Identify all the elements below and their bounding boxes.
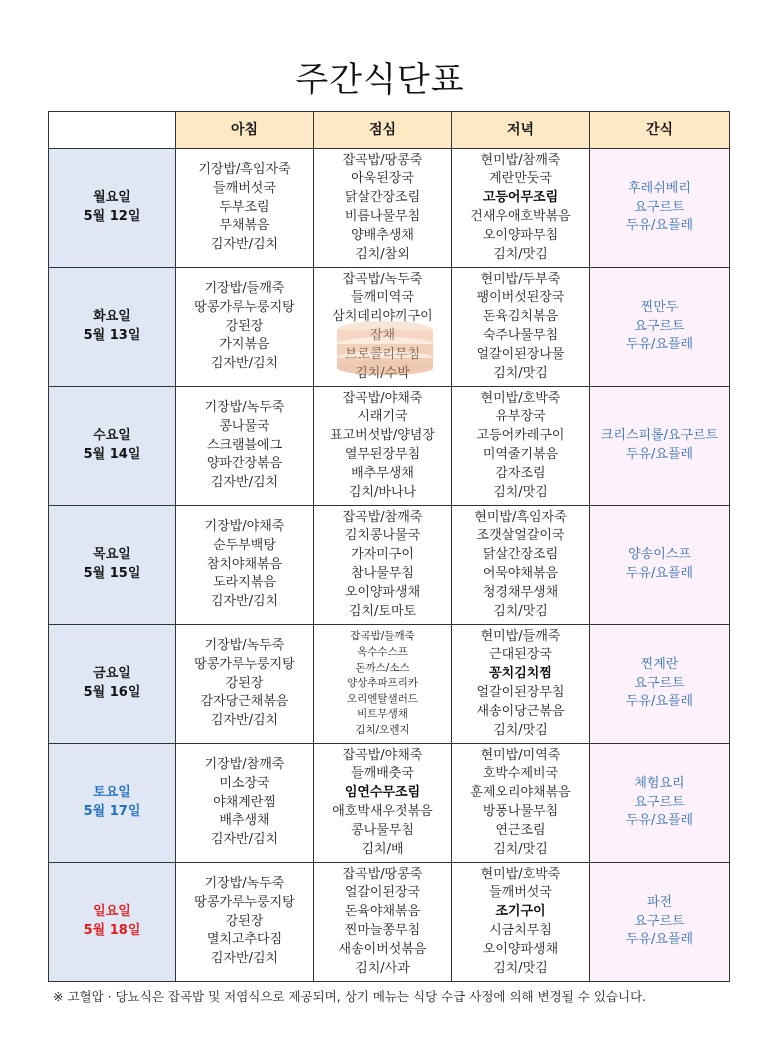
menu-item: 잡곡밥/야채죽 <box>342 747 423 763</box>
snack-item: 두유/요플레 <box>625 566 694 581</box>
menu-item: 현미밥/호박죽 <box>480 390 561 406</box>
menu-item: 돈육야채볶음 <box>344 904 421 920</box>
menu-item: 들깨배춧국 <box>351 766 414 782</box>
menu-item: 숙주나물무침 <box>482 328 559 343</box>
breakfast-cell <box>176 149 314 268</box>
menu-item: 청경채무생채 <box>482 584 559 600</box>
menu-item: 현미밥/호박죽 <box>480 866 561 882</box>
day-name: 월요일 <box>93 190 131 206</box>
menu-item: 감자조림 <box>495 465 546 481</box>
day-cell <box>49 387 176 506</box>
snack-item: 요구르트 <box>634 675 685 691</box>
dinner-cell <box>452 863 590 982</box>
menu-item: 도라지볶음 <box>213 575 276 591</box>
menu-item: 팽이버섯된장국 <box>476 290 565 306</box>
day-row <box>49 625 730 744</box>
menu-item: 고등어카레구이 <box>476 428 565 444</box>
day-cell <box>49 863 176 982</box>
day-cell <box>49 625 176 744</box>
menu-item: 김치/맛김 <box>493 246 548 262</box>
day-date: 5월 16일 <box>83 685 141 700</box>
day-name: 일요일 <box>93 904 131 920</box>
day-name: 목요일 <box>93 547 131 563</box>
menu-item: 기장밥/야채죽 <box>204 519 285 534</box>
menu-item: 감자당근채볶음 <box>200 694 289 710</box>
menu-item: 강된장 <box>225 675 264 691</box>
menu-item: 잡곡밥/녹두죽 <box>342 271 423 287</box>
day-row <box>49 863 730 982</box>
day-cell <box>49 268 176 387</box>
menu-item: 아욱된장국 <box>351 171 414 187</box>
day-name: 토요일 <box>93 785 131 801</box>
menu-item: 콩나물무침 <box>351 822 414 838</box>
menu-item: 김치/맛김 <box>493 365 548 381</box>
menu-item: 잡곡밥/땅콩죽 <box>342 866 423 882</box>
menu-item: 현미밥/참깨죽 <box>480 152 561 168</box>
menu-item: 김자반/김치 <box>210 356 279 372</box>
menu-item: 김치/맛김 <box>493 841 548 857</box>
dinner-cell <box>452 744 590 863</box>
menu-item: 잡곡밥/땅콩죽 <box>342 152 423 168</box>
menu-item: 강된장 <box>225 318 264 334</box>
menu-item: 오이양파생채 <box>344 584 421 600</box>
lunch-cell <box>314 506 452 625</box>
lunch-cell <box>314 625 452 744</box>
snack-item: 요구르트 <box>634 913 685 929</box>
menu-item: 조갯살얼갈이국 <box>476 528 565 544</box>
day-row <box>49 744 730 863</box>
menu-item: 김치/배 <box>361 841 404 857</box>
header-breakfast: 아침 <box>176 112 314 149</box>
snack-item: 파전 <box>646 894 673 910</box>
weekly-menu-table <box>48 111 730 982</box>
dinner-cell <box>452 387 590 506</box>
menu-item: 현미밥/들깨죽 <box>480 628 561 644</box>
lunch-cell <box>314 863 452 982</box>
day-row <box>49 149 730 268</box>
menu-item: 미소장국 <box>219 775 270 791</box>
menu-item: 참치야채볶음 <box>206 556 283 572</box>
menu-item: 잡곡밥/참깨죽 <box>342 509 423 525</box>
lunch-cell <box>314 744 452 863</box>
menu-item: 닭살간장조림 <box>344 190 421 206</box>
menu-item: 기장밥/녹두죽 <box>204 638 285 653</box>
menu-item: 오이양파생채 <box>482 941 559 957</box>
menu-item: 기장밥/흑임자죽 <box>198 162 291 177</box>
menu-item: 양상추파프리카 <box>346 677 418 690</box>
menu-item: 기장밥/들깨죽 <box>204 281 285 296</box>
menu-item: 방풍나물무침 <box>482 804 559 819</box>
snack-cell <box>590 149 730 268</box>
day-date: 5월 14일 <box>83 447 141 462</box>
dinner-cell <box>452 625 590 744</box>
menu-item: 새송이당근볶음 <box>476 703 565 719</box>
menu-item: 돈육김치볶음 <box>482 309 559 325</box>
menu-item: 현미밥/두부죽 <box>480 271 561 287</box>
menu-item: 김치콩나물국 <box>344 528 421 544</box>
menu-item: 들깨버섯국 <box>489 885 552 901</box>
day-date: 5월 12일 <box>83 209 141 224</box>
menu-item: 김치/오렌지 <box>355 723 410 736</box>
menu-item: 가지볶음 <box>219 337 270 353</box>
snack-item: 찐계란 <box>640 656 679 672</box>
menu-item: 유부장국 <box>495 409 546 425</box>
breakfast-cell <box>176 387 314 506</box>
day-cell <box>49 506 176 625</box>
menu-item: 김치/맛김 <box>493 484 548 500</box>
dinner-cell <box>452 506 590 625</box>
corner-cell <box>49 112 176 149</box>
menu-item: 열무된장무침 <box>344 447 421 462</box>
menu-item: 땅콩가루누룽지탕 <box>194 656 295 672</box>
header-dinner: 저녁 <box>452 112 590 149</box>
menu-item: 옥수수스프 <box>357 646 408 659</box>
menu-item: 새송이버섯볶음 <box>338 941 427 957</box>
snack-cell <box>590 625 730 744</box>
menu-item: 김치/수박 <box>355 365 410 381</box>
snack-item: 두유/요플레 <box>625 932 694 948</box>
menu-item: 얼갈이된장나물 <box>476 346 565 362</box>
menu-item: 브로콜리무침 <box>344 346 421 362</box>
snack-item: 후레쉬베리 <box>628 180 691 196</box>
menu-item: 콩나물국 <box>219 418 270 434</box>
menu-item: 닭살간장조림 <box>482 547 559 563</box>
menu-item: 김자반/김치 <box>210 237 279 253</box>
header-snack: 간식 <box>590 112 730 149</box>
header-row <box>49 112 730 149</box>
snack-cell <box>590 387 730 506</box>
menu-item: 들깨미역국 <box>351 290 414 306</box>
menu-item: 얼갈이된장국 <box>344 885 421 901</box>
day-name: 화요일 <box>93 309 131 325</box>
breakfast-cell <box>176 863 314 982</box>
snack-item: 체험요리 <box>634 775 685 791</box>
menu-item: 순두부백탕 <box>213 537 276 553</box>
menu-item: 표고버섯밥/양념장 <box>330 428 435 444</box>
snack-item: 두유/요플레 <box>625 337 694 353</box>
menu-item: 땅콩가루누룽지탕 <box>194 894 295 910</box>
menu-item: 조기구이 <box>495 904 546 920</box>
day-date: 5월 18일 <box>83 923 141 938</box>
menu-item: 애호박새우젓볶음 <box>332 804 433 819</box>
menu-item: 기장밥/녹두죽 <box>204 400 285 415</box>
menu-item: 삼치데리야끼구이 <box>332 309 433 325</box>
page-title: 주간식단표 <box>295 60 465 100</box>
day-cell <box>49 149 176 268</box>
dinner-cell <box>452 149 590 268</box>
breakfast-cell <box>176 506 314 625</box>
menu-item: 미역줄기볶음 <box>482 447 559 462</box>
menu-item: 찐마늘쫑무침 <box>344 923 421 938</box>
menu-item: 호박수제비국 <box>482 766 559 782</box>
menu-item: 임연수무조림 <box>344 785 421 801</box>
day-date: 5월 17일 <box>83 804 141 819</box>
snack-item: 요구르트 <box>634 794 685 810</box>
menu-item: 김자반/김치 <box>210 832 279 848</box>
menu-item: 김자반/김치 <box>210 594 279 610</box>
menu-item: 잡곡밥/야채죽 <box>342 390 423 406</box>
menu-item: 김치/맛김 <box>493 603 548 619</box>
menu-body <box>49 149 730 982</box>
dinner-cell <box>452 268 590 387</box>
menu-item: 강된장 <box>225 913 264 929</box>
menu-item: 근대된장국 <box>489 647 552 663</box>
lunch-cell <box>314 268 452 387</box>
day-date: 5월 13일 <box>83 328 141 343</box>
menu-item: 잡곡밥/들깨죽 <box>350 630 415 643</box>
breakfast-cell <box>176 625 314 744</box>
day-name: 수요일 <box>93 428 131 444</box>
lunch-cell <box>314 387 452 506</box>
menu-item: 계란만둣국 <box>489 171 552 187</box>
snack-cell <box>590 506 730 625</box>
menu-item: 기장밥/참깨죽 <box>204 757 285 772</box>
menu-item: 두부조림 <box>219 199 270 215</box>
day-row <box>49 268 730 387</box>
menu-item: 김자반/김치 <box>210 475 279 491</box>
day-cell <box>49 744 176 863</box>
menu-item: 어묵야채볶음 <box>482 566 559 581</box>
menu-item: 땅콩가루누룽지탕 <box>194 299 295 315</box>
snack-item: 크리스피롤/요구르트 <box>600 428 719 444</box>
day-row <box>49 506 730 625</box>
menu-item: 무채볶음 <box>219 218 270 234</box>
menu-item: 배추무생채 <box>351 465 414 481</box>
menu-item: 현미밥/미역죽 <box>480 747 561 763</box>
menu-item: 현미밥/흑임자죽 <box>474 509 567 525</box>
menu-item: 얼갈이된장무침 <box>476 685 565 700</box>
footnote: ※ 고혈압 · 당뇨식은 잡곡밥 및 저염식으로 제공되며, 상기 메뉴는 식당 수급 사정에 의해 변경될 수 있습니다. <box>53 989 647 1004</box>
menu-item: 꽁치김치찜 <box>489 666 552 682</box>
menu-item: 비트무생채 <box>357 708 408 721</box>
menu-item: 들깨버섯국 <box>213 180 276 196</box>
snack-item: 찐만두 <box>640 299 679 315</box>
menu-item: 시래기국 <box>357 409 408 425</box>
menu-item: 기장밥/녹두죽 <box>204 876 285 891</box>
menu-item: 김치/맛김 <box>493 722 548 738</box>
snack-item: 두유/요플레 <box>625 447 694 462</box>
menu-item: 비름나물무침 <box>344 209 421 224</box>
menu-item: 김치/바나나 <box>348 484 417 500</box>
day-date: 5월 15일 <box>83 566 141 581</box>
menu-item: 건새우애호박볶음 <box>470 209 571 224</box>
menu-item: 돈까스/소스 <box>355 661 410 674</box>
menu-item: 양배추생채 <box>351 227 414 243</box>
menu-item: 배추생채 <box>219 813 270 829</box>
menu-item: 김치/참외 <box>355 246 410 262</box>
snack-item: 두유/요플레 <box>625 694 694 710</box>
menu-item: 오리엔탈샐러드 <box>346 692 418 705</box>
menu-item: 김자반/김치 <box>210 713 279 729</box>
day-name: 금요일 <box>93 666 131 682</box>
menu-item: 훈제오리야채볶음 <box>470 785 571 801</box>
menu-item: 김치/맛김 <box>493 960 548 976</box>
menu-item: 시금치무침 <box>489 923 552 938</box>
menu-item: 연근조림 <box>495 822 546 838</box>
menu-item: 김치/사과 <box>355 960 410 976</box>
snack-item: 두유/요플레 <box>625 813 694 829</box>
menu-item: 멸치고추다짐 <box>206 932 283 948</box>
breakfast-cell <box>176 268 314 387</box>
menu-item: 가자미구이 <box>351 547 414 563</box>
menu-item: 스크램블에그 <box>206 437 283 453</box>
breakfast-cell <box>176 744 314 863</box>
day-row <box>49 387 730 506</box>
snack-cell <box>590 744 730 863</box>
menu-item: 오이양파무침 <box>482 227 559 243</box>
snack-cell <box>590 863 730 982</box>
menu-item: 고등어무조림 <box>482 190 559 206</box>
menu-item: 잡채 <box>369 328 396 343</box>
header-lunch: 점심 <box>314 112 452 149</box>
lunch-cell <box>314 149 452 268</box>
snack-item: 요구르트 <box>634 318 685 334</box>
snack-item: 요구르트 <box>634 199 685 215</box>
snack-cell <box>590 268 730 387</box>
menu-item: 야채계란찜 <box>213 794 276 810</box>
snack-item: 양송이스프 <box>628 547 691 563</box>
menu-item: 양파간장볶음 <box>206 456 283 472</box>
menu-item: 김치/토마토 <box>348 603 417 619</box>
snack-item: 두유/요플레 <box>625 218 694 234</box>
menu-item: 김자반/김치 <box>210 951 279 967</box>
menu-item: 참나물무침 <box>351 566 414 581</box>
